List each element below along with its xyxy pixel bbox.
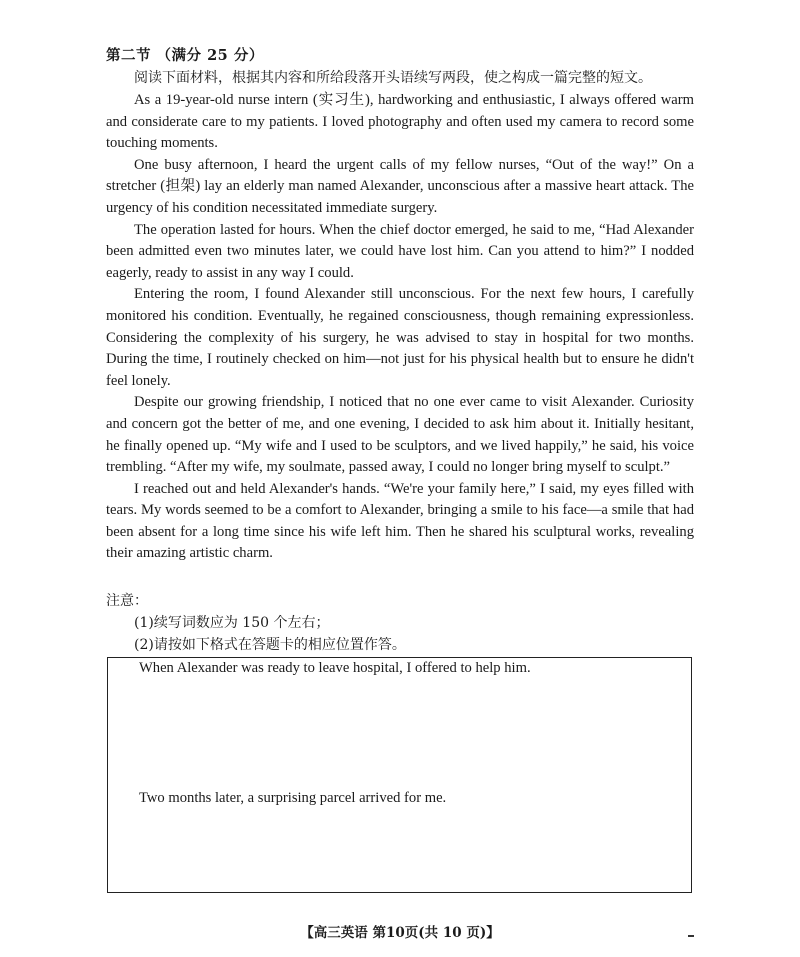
passage-paragraph: Entering the room, I found Alexander still unconscious. For the next few hours, I carefully monitored his condition. Eventually, he regained consciousness, though remaining expressionless. Considering the complexity of his surgery, he was advised to stay in hospital for two months. During the time, I routinely checked on him—not just for his physical health but to ensure he didn't feel lonely. xyxy=(106,286,694,389)
passage-paragraph: Despite our growing friendship, I noticed that no one ever came to visit Alexander. Curiosity and concern got the better of me, and one evening, I decided to ask him about it. Initially hesitant, he finally opened up. “My wife and I used to be sculptors, and we lived happily,” he said, his voice trembling. “After my wife, my soulmate, passed away, I could no longer bring myself to sculpt.” xyxy=(106,394,694,476)
passage-paragraph: The operation lasted for hours. When the chief doctor emerged, he said to me, “Had Alexander been admitted even two minutes later, we could have lost him. Can you attend to him?” I nodded eagerly, ready to assist in any way I could. xyxy=(106,221,694,281)
passage-paragraph: One busy afternoon, I heard the urgent calls of my fellow nurses, “Out of the way!” On a stretcher (担架) lay an elderly man named Alexander, unconscious after a massive heart attack. The urgency of his condition necessitated immediate surgery. xyxy=(106,156,694,216)
reading-passage xyxy=(106,90,694,565)
answer-box xyxy=(107,657,692,893)
section-title: 第二节 （满分 25 分） xyxy=(106,47,264,64)
corner-mark xyxy=(688,935,694,937)
continuation-prompt-2: Two months later, a surprising parcel arrived for me. xyxy=(139,790,447,806)
notes-label: 注意： xyxy=(106,593,148,609)
passage-paragraph: As a 19-year-old nurse intern (实习生), hardworking and enthusiastic, I always offered warm and considerate care to my patients. I loved photography and often used my camera to record some touching moments. xyxy=(106,92,694,152)
note-word-count: (1)续写词数应为 150 个左右； xyxy=(134,615,330,631)
page-footer: 【高三英语 第10页(共 10 页)】 xyxy=(300,925,500,941)
note-answer-format: (2)请按如下格式在答题卡的相应位置作答。 xyxy=(134,637,406,653)
task-instruction: 阅读下面材料，根据其内容和所给段落开头语续写两段，使之构成一篇完整的短文。 xyxy=(134,70,652,86)
continuation-prompt-1: When Alexander was ready to leave hospital, I offered to help him. xyxy=(139,660,531,676)
passage-paragraph: I reached out and held Alexander's hands. “We're your family here,” I said, my eyes filled with tears. My words seemed to be a comfort to Alexander, bringing a smile to his face—a smile that had been absent for a long time since his wife left him. Then he shared his sculptural works, revealing their amazing artistic charm. xyxy=(106,480,694,562)
